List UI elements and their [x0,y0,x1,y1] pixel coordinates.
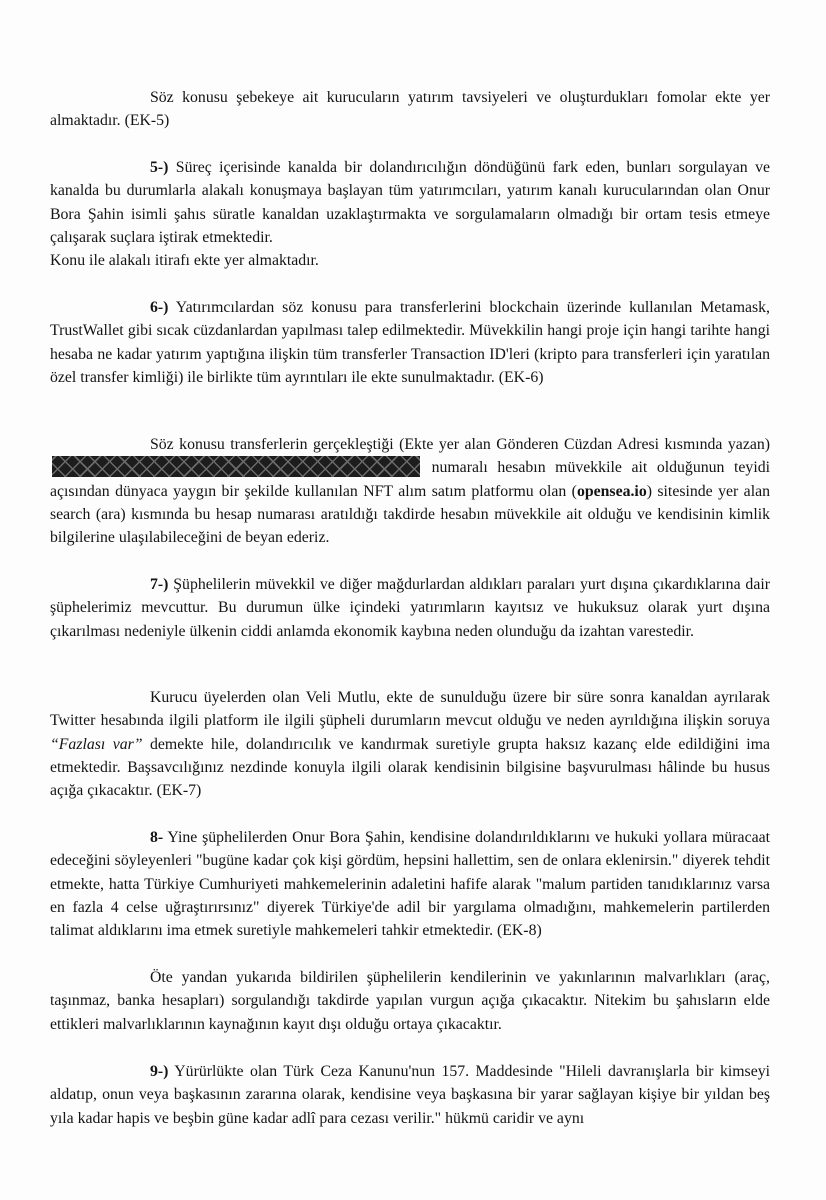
paragraph-text: Şüphelilerin müvekkil ve diğer mağdurlardan aldıkları paraları yurt dışına çıkardıklarına dair şüphelerimiz mevcuttur. Bu durumun ülke içindeki yatırımların kayıtsız ve hukuksuz olarak yurt dışına çıkarılması nedeniyle ülkenin ciddi anlamda ekonomik kaybına neden olunduğu da izahtan varestedir. [50,576,770,640]
item-number: 5-) [150,159,169,176]
paragraph-body [50,296,770,389]
paragraph-body [50,156,770,249]
item-number: 6-) [150,299,169,316]
paragraph-text: Yatırımcılardan söz konusu para transferlerini blockchain üzerinde kullanılan Metamask, TrustWallet gibi sıcak cüzdanlardan yapılması talep edilmektedir. Müvekkilin hangi proje için hangi tarihte hangi hesaba ne kadar yatırım yaptığına ilişkin tüm transferler Transaction ID'leri (kripto para transferleri için yaratılan özel transfer kimliği) ile birlikte tüm ayrıntıları ile ekte sunulmaktadır. (EK-6) [50,299,770,386]
paragraph-ek5 [50,86,770,133]
paragraph-5 [50,156,770,272]
paragraph-text-after: numaralı hesabın müvekkile ait olduğunun teyidi açısından dünyaca yaygın bir şekilde kullanılan NFT alım satım platformu olan ( [50,459,770,500]
paragraph-body [50,826,770,942]
item-number: 9-) [150,1063,169,1080]
paragraph-extra: Konu ile alakalı itirafı ekte yer almaktadır. [50,252,319,270]
paragraph-text: Süreç içerisinde kanalda bir dolandırıcılığın döndüğünü fark eden, bunları sorgulayan ve kanalda bu durumlarla alakalı konuşmaya başlayan tüm yatırımcıları, yatırım kanalı kurucularından olan Onur Bora Şahin isimli şahıs süratle kanaldan uzaklaştırmakta ve sorgulamaların olmadığı bir ortam tesis etmeye çalışarak suçlara iştirak etmektedir. [50,159,770,246]
paragraph-text-before: Söz konusu transferlerin gerçekleştiği (Ekte yer alan Gönderen Cüzdan Adresi kısmında yazan) [150,436,770,453]
paragraph-text-before: Kurucu üyelerden olan Veli Mutlu, ekte de sunulduğu üzere bir süre sonra kanaldan ayrılarak Twitter hesabında ilgili platform ile ilgili şüpheli durumların mevcut olduğu ve neden ayrıldığına ilişkin soruya [50,689,770,730]
paragraph-body [50,573,770,643]
opensea-link-text: opensea.io [576,482,647,500]
paragraph-body [50,1060,770,1130]
paragraph-text: Öte yandan yukarıda bildirilen şüphelilerin kendilerinin ve yakınlarının malvarlıkları (araç, taşınmaz, banka hesapları) sorgulandığı takdirde yapılan vurgun açığa çıkacaktır. Nitekim bu şahısların elde ettikleri malvarlıklarının kaynağının kayıt dışı olduğu ortaya çıkacaktır. [50,969,770,1033]
item-number: 8- [150,829,164,846]
paragraph-7 [50,573,770,643]
paragraph-text-end: ) sitesinde yer alan search (ara) kısmında bu hesap numarası aratıldığı takdirde hesabın müvekkile ait olduğu ve kendisinin kimlik bilgilerine ulaşılabileceğini de beyan ederiz. [50,482,770,547]
paragraph-text: Yine şüphelilerden Onur Bora Şahin, kendisine dolandırıldıklarını ve hukuki yollara müracaat edeceğini söyleyenleri "bugüne kadar çok kişi gördüm, hepsini hallettim, sen de onlara eklenirsin." diyerek tehdit etmekte, hatta Türkiye Cumhuriyeti mahkemelerinin adaletini hafife alarak "malum partiden tanıdıklarınız varsa en fazla 4 celse uğraştırırsınız" diyerek Türkiye'de adil bir yargılama olmadığını, mahkemelerin partilerden talimat aldıklarını ima etmek suretiyle mahkemeleri tahkir etmektedir. (EK-8) [50,829,770,940]
paragraph-assets [50,966,770,1036]
paragraph-8 [50,826,770,942]
paragraph-9 [50,1060,770,1130]
paragraph-text: Söz konusu şebekeye ait kurucuların yatırım tavsiyeleri ve oluşturdukları fomolar ekte yer almaktadır. (EK-5) [50,89,770,130]
paragraph-transfers [50,433,770,549]
redacted-wallet-address [52,456,420,477]
paragraph-text-after: demekte hile, dolandırıcılık ve kandırmak suretiyle grupta haksız kazanç elde edildiğini ima etmektedir. Başsavcılığınız nezdinde konuyla ilgili olarak kendisinin bilgisine başvurulması hâlinde bu husus açığa çıkacaktır. (EK-7) [50,735,770,800]
paragraph-veli-mutlu [50,686,770,802]
paragraph-body [50,686,770,802]
quoted-reply: “Fazlası var” [50,735,143,753]
paragraph-text: Yürürlükte olan Türk Ceza Kanunu'nun 157. Maddesinde "Hileli davranışlarla bir kimseyi aldatıp, onun veya başkasının zararına olarak, kendisine veya başkasına bir yarar sağlayan kişiye bir yıldan beş yıla kadar hapis ve beşbin güne kadar adlî para cezası verilir." hükmü caridir ve aynı [50,1063,770,1127]
item-number: 7-) [150,576,169,593]
paragraph-6 [50,296,770,389]
paragraph-body [50,433,770,549]
